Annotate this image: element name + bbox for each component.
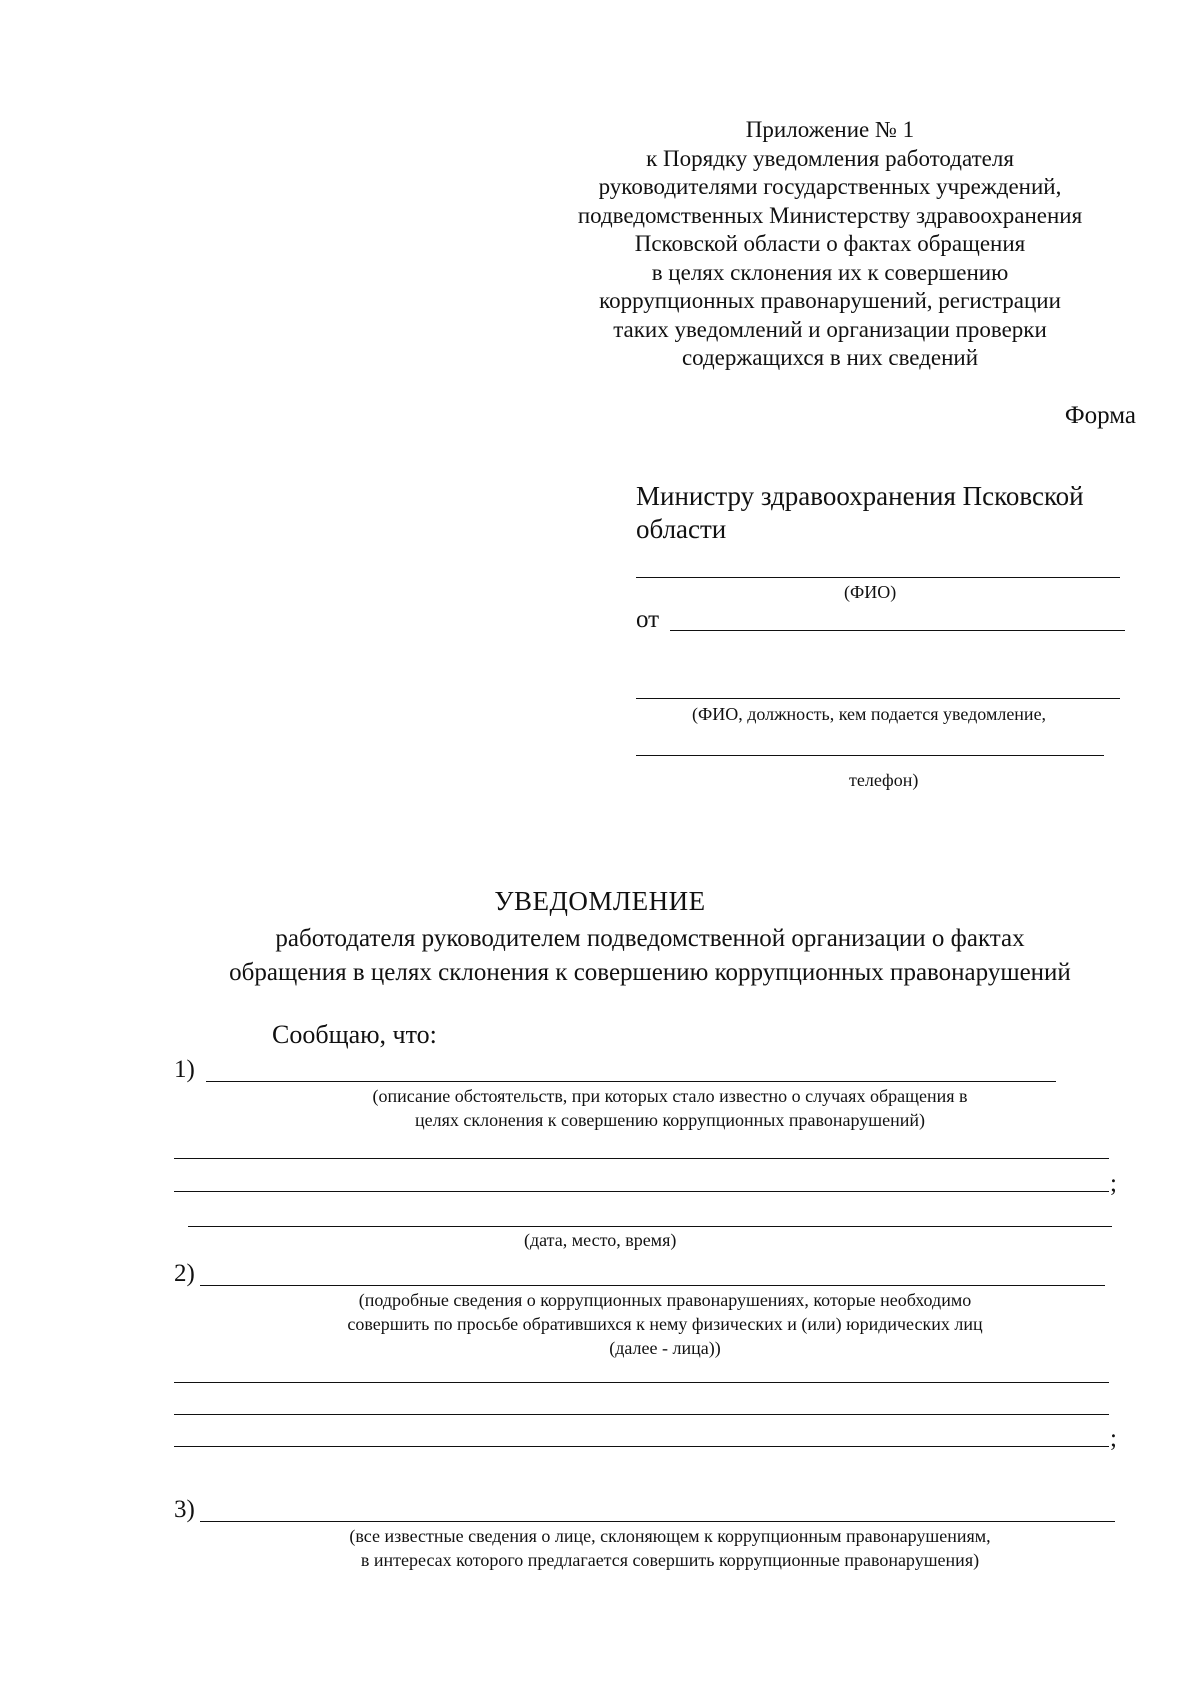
item-number: 1) <box>174 1056 195 1083</box>
item1-date-line[interactable] <box>188 1226 1112 1227</box>
intro-text: Сообщаю, что: <box>272 1020 437 1049</box>
appendix-line: таких уведомлений и организации проверки <box>613 316 1047 342</box>
appendix-line: Псковской области о фактах обращения <box>634 231 1026 256</box>
item-number: 2) <box>174 1260 195 1287</box>
form-label: Форма <box>1064 402 1136 429</box>
item1-caption <box>300 1084 1040 1132</box>
fio-caption: (ФИО) <box>844 582 897 602</box>
item1-field-line[interactable] <box>206 1081 1056 1082</box>
caption-line: совершить по просьбе обратившихся к нему физических и (или) юридических лиц <box>347 1314 983 1334</box>
item1-date-caption: (дата, место, время) <box>524 1230 677 1250</box>
addressee-block <box>636 480 1144 546</box>
caption-line: целях склонения к совершению коррупционных правонарушений) <box>415 1110 925 1130</box>
item-number: 3) <box>174 1496 195 1523</box>
sender-field-line-2[interactable] <box>636 755 1104 756</box>
sender-caption: (ФИО, должность, кем подается уведомление, <box>692 704 1047 724</box>
phone-caption: телефон) <box>849 770 919 790</box>
item1-field-line-2[interactable] <box>174 1158 1109 1159</box>
item1-field-line-3[interactable] <box>174 1191 1109 1192</box>
caption-line: (далее - лица)) <box>609 1338 721 1358</box>
from-field-line[interactable] <box>670 630 1125 631</box>
addressee-line2: области <box>636 514 727 544</box>
item2-field-line-2[interactable] <box>174 1382 1109 1383</box>
subtitle-line: обращения в целях склонения к совершению коррупционных правонарушений <box>229 959 1071 986</box>
subtitle-line: работодателя руководителем подведомственной организации о фактах <box>275 925 1025 952</box>
appendix-line: к Порядку уведомления работодателя <box>646 145 1014 171</box>
fio-field-line[interactable] <box>636 577 1120 578</box>
appendix-line: Приложение № 1 <box>745 117 915 142</box>
item2-field-line-4[interactable] <box>174 1446 1109 1447</box>
item3-caption <box>280 1524 1060 1572</box>
appendix-header <box>560 116 1100 373</box>
item1-terminator: ; <box>1110 1170 1117 1197</box>
item2-field-line[interactable] <box>200 1285 1105 1286</box>
sender-field-line[interactable] <box>636 698 1120 699</box>
document-subtitle <box>100 922 1200 990</box>
item2-field-line-3[interactable] <box>174 1414 1109 1415</box>
appendix-line: в целях склонения их к совершению <box>651 259 1009 285</box>
appendix-line: коррупционных правонарушений, регистрации <box>599 288 1061 313</box>
item3-field-line[interactable] <box>200 1521 1115 1522</box>
caption-line: (описание обстоятельств, при которых стало известно о случаях обращения в <box>372 1086 968 1106</box>
document-title: УВЕДОМЛЕНИЕ <box>494 886 706 916</box>
item2-terminator: ; <box>1110 1425 1117 1452</box>
from-label: от <box>636 606 660 633</box>
appendix-line: подведомственных Министерству здравоохранения <box>577 202 1083 228</box>
item2-caption <box>280 1288 1050 1360</box>
appendix-line: содержащихся в них сведений <box>681 345 979 370</box>
caption-line: (все известные сведения о лице, склоняющем к коррупционным правонарушениям, <box>349 1526 991 1546</box>
appendix-line: руководителями государственных учреждений, <box>598 174 1062 199</box>
caption-line: в интересах которого предлагается совершить коррупционные правонарушения) <box>360 1550 980 1570</box>
caption-line: (подробные сведения о коррупционных правонарушениях, которые необходимо <box>358 1290 972 1310</box>
addressee-line1: Министру здравоохранения Псковской <box>636 481 1084 511</box>
